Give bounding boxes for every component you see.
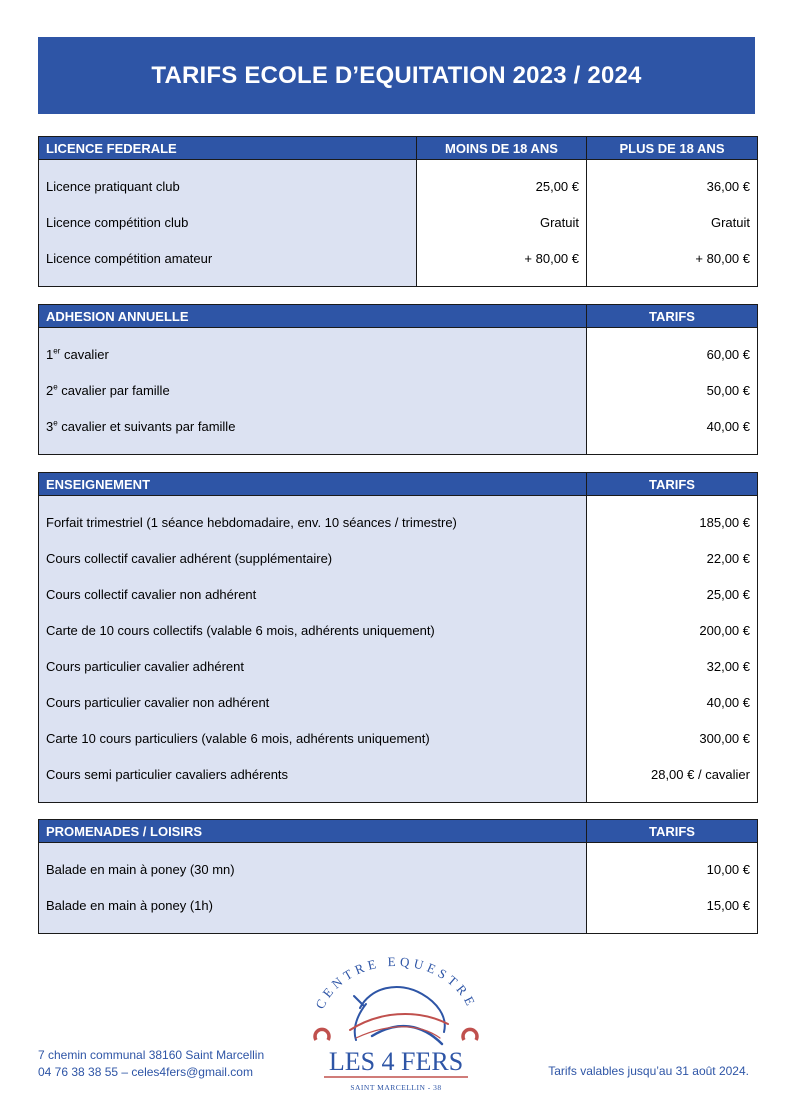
promenades-table — [38, 819, 758, 934]
row-value-under18: + 80,00 € — [417, 240, 587, 276]
row-value: 200,00 € — [587, 612, 758, 648]
table-row — [39, 540, 758, 576]
logo-graphic — [298, 948, 494, 1098]
phone-email: 04 76 38 38 55 – celes4fers@gmail.com — [38, 1065, 253, 1079]
table-row — [39, 612, 758, 648]
row-value: 32,00 € — [587, 648, 758, 684]
logo-name: LES 4 FERS — [328, 1047, 464, 1076]
table-row — [39, 720, 758, 756]
row-value-under18: 25,00 € — [417, 168, 587, 204]
row-value: 25,00 € — [587, 576, 758, 612]
promenades-col-tarifs: TARIFS — [587, 820, 758, 843]
row-label: 2e cavalier par famille — [39, 372, 587, 408]
table-row — [39, 168, 758, 204]
licence-col-under18: MOINS DE 18 ANS — [417, 137, 587, 160]
row-label: Carte de 10 cours collectifs (valable 6 mois, adhérents uniquement) — [39, 612, 587, 648]
row-value: 15,00 € — [587, 887, 758, 923]
table-row — [39, 887, 758, 923]
promenades-header: PROMENADES / LOISIRS — [39, 820, 587, 843]
row-value: 40,00 € — [587, 408, 758, 444]
row-value: 300,00 € — [587, 720, 758, 756]
row-label: Cours semi particulier cavaliers adhérents — [39, 756, 587, 792]
row-value: 40,00 € — [587, 684, 758, 720]
row-value-over18: Gratuit — [587, 204, 758, 240]
title-banner — [38, 37, 755, 114]
row-label: Licence compétition club — [39, 204, 417, 240]
row-value-over18: 36,00 € — [587, 168, 758, 204]
row-label: Carte 10 cours particuliers (valable 6 mois, adhérents uniquement) — [39, 720, 587, 756]
table-row — [39, 408, 758, 444]
row-value: 28,00 € / cavalier — [587, 756, 758, 792]
enseignement-col-tarifs: TARIFS — [587, 473, 758, 496]
table-row — [39, 372, 758, 408]
row-label: Forfait trimestriel (1 séance hebdomadaire, env. 10 séances / trimestre) — [39, 504, 587, 540]
adhesion-col-tarifs: TARIFS — [587, 305, 758, 328]
row-label: Cours particulier cavalier adhérent — [39, 648, 587, 684]
enseignement-table — [38, 472, 758, 803]
row-label: Cours collectif cavalier adhérent (supplémentaire) — [39, 540, 587, 576]
table-row — [39, 204, 758, 240]
footer-contact — [38, 1047, 264, 1081]
page-title: TARIFS ECOLE D’EQUITATION 2023 / 2024 — [151, 61, 642, 89]
row-value-over18: + 80,00 € — [587, 240, 758, 276]
table-row — [39, 240, 758, 276]
licence-table — [38, 136, 758, 287]
row-label: 1er cavalier — [39, 336, 587, 372]
table-row — [39, 648, 758, 684]
logo-arc-text: CENTRE EQUESTRE — [312, 953, 480, 1012]
row-value: 185,00 € — [587, 504, 758, 540]
adhesion-table — [38, 304, 758, 455]
address: 7 chemin communal 38160 Saint Marcellin — [38, 1048, 265, 1062]
enseignement-header: ENSEIGNEMENT — [39, 473, 587, 496]
table-row — [39, 684, 758, 720]
row-value: 50,00 € — [587, 372, 758, 408]
table-row — [39, 504, 758, 540]
table-row — [39, 576, 758, 612]
horse-head-icon — [350, 987, 448, 1044]
row-label: Licence compétition amateur — [39, 240, 417, 276]
row-label: Cours particulier cavalier non adhérent — [39, 684, 587, 720]
row-label: Balade en main à poney (30 mn) — [39, 851, 587, 887]
licence-header: LICENCE FEDERALE — [39, 137, 417, 160]
logo — [298, 948, 494, 1098]
row-label: Balade en main à poney (1h) — [39, 887, 587, 923]
row-value-under18: Gratuit — [417, 204, 587, 240]
horseshoe-icon — [315, 1029, 477, 1040]
row-label: Licence pratiquant club — [39, 168, 417, 204]
adhesion-header: ADHESION ANNUELLE — [39, 305, 587, 328]
row-value: 60,00 € — [587, 336, 758, 372]
table-row — [39, 336, 758, 372]
validity-note: Tarifs valables jusqu’au 31 août 2024. — [548, 1064, 749, 1078]
logo-city: SAINT MARCELLIN - 38 — [350, 1083, 442, 1092]
licence-col-over18: PLUS DE 18 ANS — [587, 137, 758, 160]
row-label: 3e cavalier et suivants par famille — [39, 408, 587, 444]
row-label: Cours collectif cavalier non adhérent — [39, 576, 587, 612]
table-row — [39, 851, 758, 887]
table-row — [39, 756, 758, 792]
row-value: 22,00 € — [587, 540, 758, 576]
row-value: 10,00 € — [587, 851, 758, 887]
